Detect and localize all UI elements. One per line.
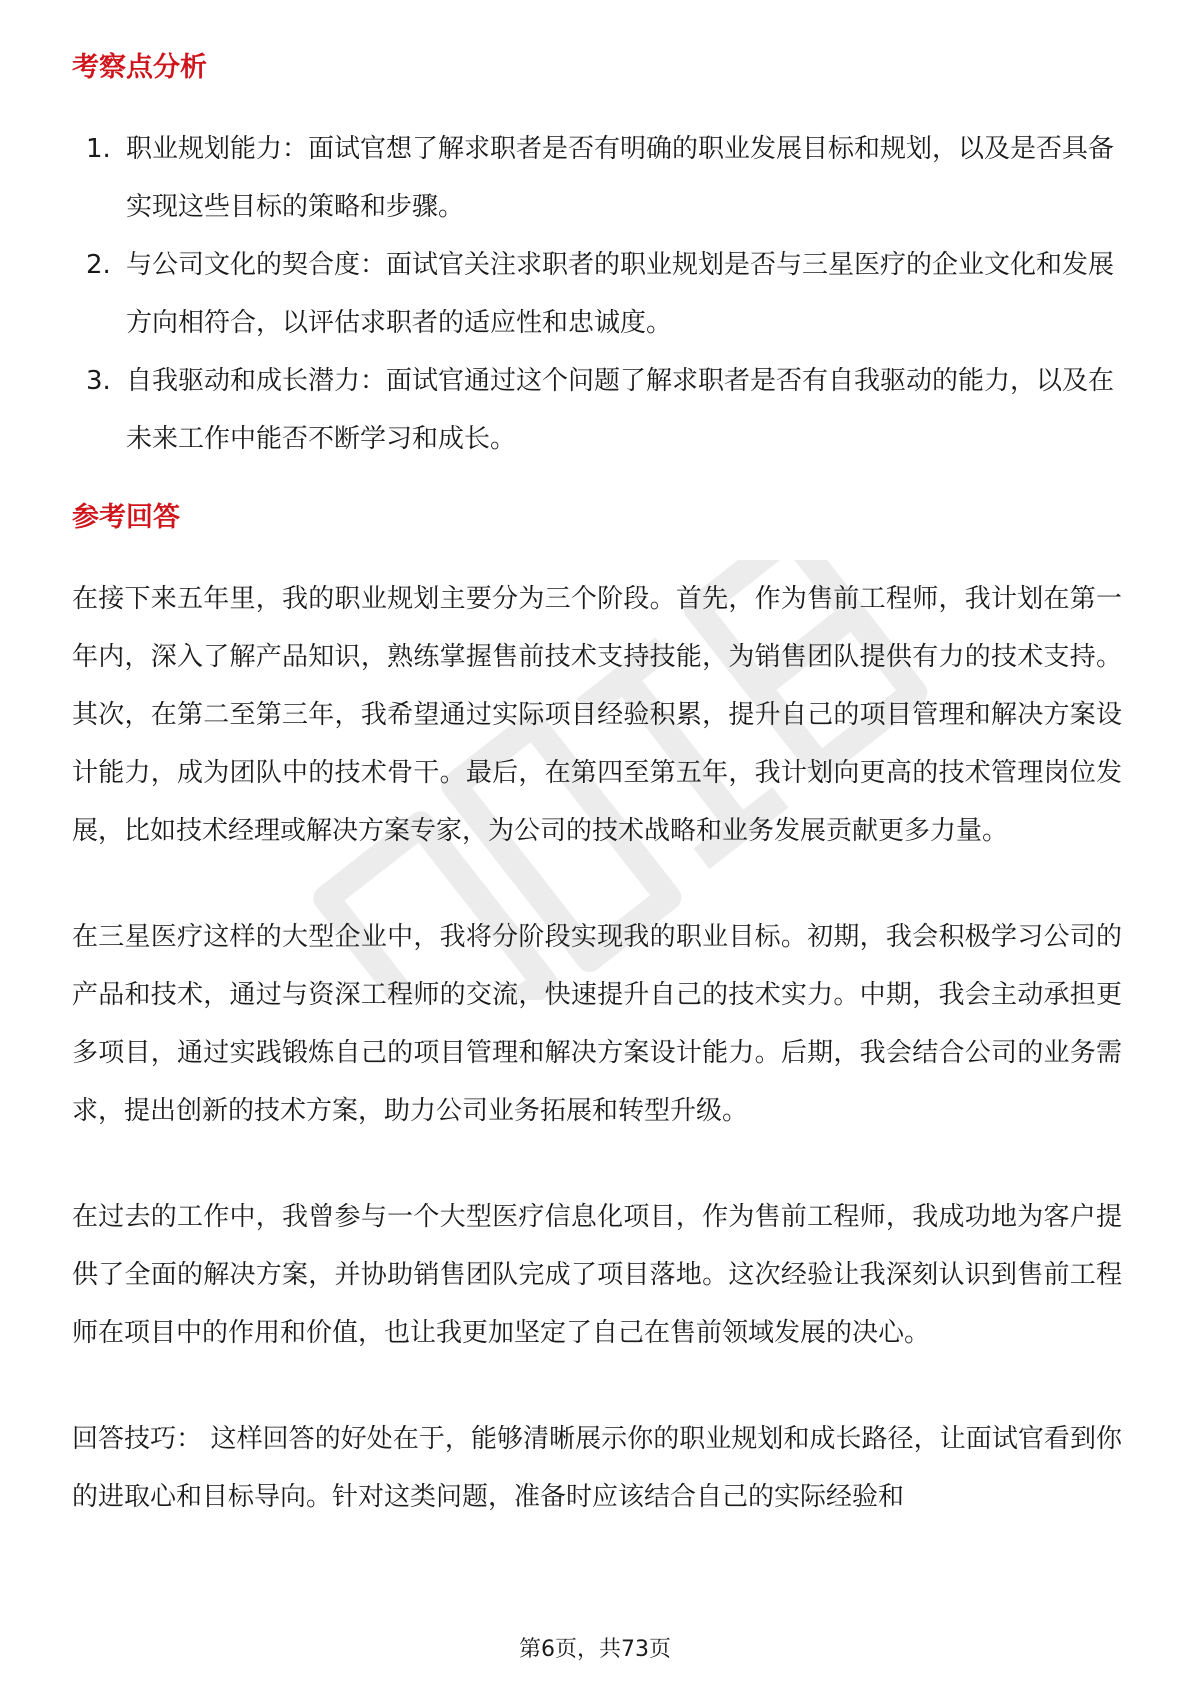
list-item-number: 2.	[86, 250, 111, 280]
list-item-text: 自我驱动和成长潜力：面试官通过这个问题了解求职者是否有自我驱动的能力，以及在未来工作中能否不断学习和成长。	[126, 366, 1115, 454]
list-item	[72, 120, 1122, 236]
answer-tips-paragraph: 回答技巧： 这样回答的好处在于，能够清晰展示你的职业规划和成长路径，让面试官看到你的进取心和目标导向。针对这类问题，准备时应该结合自己的实际经验和	[72, 1424, 1122, 1512]
list-item-text: 职业规划能力：面试官想了解求职者是否有明确的职业发展目标和规划，以及是否具备实现这些目标的策略和步骤。	[126, 134, 1115, 222]
list-item-text: 与公司文化的契合度：面试官关注求职者的职业规划是否与三星医疗的企业文化和发展方向相符合，以评估求职者的适应性和忠诚度。	[126, 250, 1115, 338]
analysis-list	[72, 120, 1122, 468]
answer-paragraph-3: 在过去的工作中，我曾参与一个大型医疗信息化项目，作为售前工程师，我成功地为客户提供了全面的解决方案，并协助销售团队完成了项目落地。这次经验让我深刻认识到售前工程师在项目中的作用和价值，也让我更加坚定了自己在售前领域发展的决心。	[72, 1202, 1122, 1348]
answer-paragraph-2: 在三星医疗这样的大型企业中，我将分阶段实现我的职业目标。初期，我会积极学习公司的产品和技术，通过与资深工程师的交流，快速提升自己的技术实力。中期，我会主动承担更多项目，通过实践锻炼自己的项目管理和解决方案设计能力。后期，我会结合公司的业务需求，提出创新的技术方案，助力公司业务拓展和转型升级。	[72, 922, 1122, 1126]
list-item-number: 3.	[86, 366, 111, 396]
list-item	[72, 236, 1122, 352]
content-area	[72, 48, 1122, 1526]
page-number-footer: 第6页，共73页	[519, 1637, 671, 1662]
section-title-analysis: 考察点分析	[72, 52, 207, 83]
section-title-reference-answer: 参考回答	[72, 502, 180, 533]
list-item	[72, 352, 1122, 468]
answer-paragraph-1: 在接下来五年里，我的职业规划主要分为三个阶段。首先，作为售前工程师，我计划在第一年内，深入了解产品知识，熟练掌握售前技术支持技能，为销售团队提供有力的技术支持。其次，在第二至第三年，我希望通过实际项目经验积累，提升自己的项目管理和解决方案设计能力，成为团队中的技术骨干。最后，在第四至第五年，我计划向更高的技术管理岗位发展，比如技术经理或解决方案专家，为公司的技术战略和业务发展贡献更多力量。	[72, 584, 1122, 846]
list-item-number: 1.	[86, 134, 111, 164]
